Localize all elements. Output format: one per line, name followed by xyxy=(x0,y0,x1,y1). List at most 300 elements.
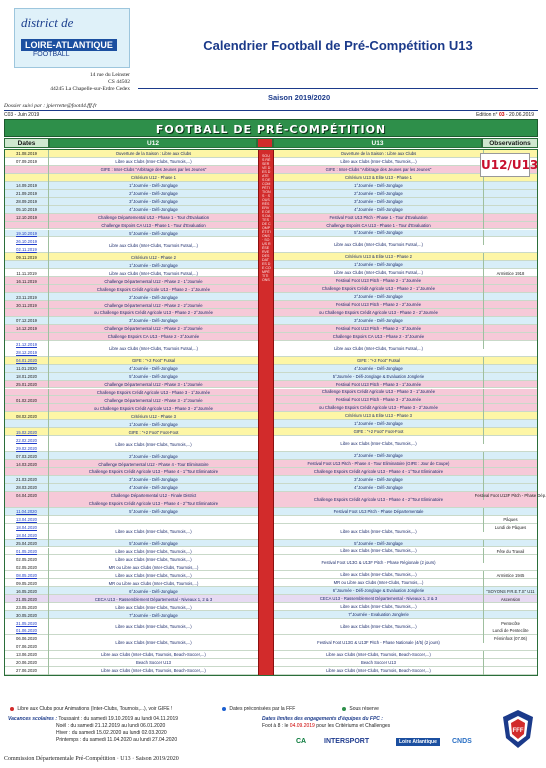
u12-cell: 2°Journée - Défi-Jonglage xyxy=(129,453,178,459)
dossier-contact: Dossier suivi par : jpierrette@foot44.fff.fr xyxy=(4,103,97,109)
u12-cell: Challenge Espoirs Crédit Agricole U13 - Phase 3 - 1°Journée xyxy=(96,389,211,395)
observation-cell xyxy=(483,309,537,317)
u12-cell: 4°Journée - Défi-Jonglage xyxy=(129,207,178,213)
date-cell xyxy=(5,261,49,269)
u12-cell: GIFE : "+2 Foot" Foot-Foot xyxy=(128,429,179,435)
date-cell: 06.06.2020 xyxy=(5,635,49,643)
u12-cell: 5°Journée - Défi-Jonglage xyxy=(129,541,178,547)
observation-cell: Armistice 1918 xyxy=(483,269,537,277)
page-title: Calendrier Football de Pré-Compétition U13 xyxy=(203,38,473,53)
observation-cell xyxy=(483,222,537,230)
date-cell: 02.05.2020 xyxy=(5,555,49,563)
u13-cell: Libre aux Clubs (Inter-Clubs, Tournois, Beach-Soccer,...) xyxy=(326,667,431,673)
date-cell: 05.10.2019 xyxy=(5,206,49,214)
address-line: 44245 La Chapelle-sur-Erdre Cedex xyxy=(50,86,130,92)
u13-cell: Challenge Espoirs Crédit Agricole U13 - Phase 3 - 1°Journée xyxy=(321,389,436,395)
logo-line2: LOIRE-ATLANTIQUE xyxy=(21,39,117,51)
table-row-continuation xyxy=(5,643,537,651)
u12-cell: Libre aux Clubs (Inter-Clubs, Tournois,...) xyxy=(115,604,192,610)
address-line: 14 rue du Leinster xyxy=(89,72,130,78)
u13-cell: Libre aux Clubs (Inter-Clubs, Tournois,...) xyxy=(340,528,417,534)
observation-cell xyxy=(483,253,537,261)
u13-cell: Challenge Espoirs CA U13 - Phase 1 - Tour d'Evaluation xyxy=(326,222,431,228)
u12-cell: 5°Journée - Défi-Jonglage xyxy=(129,374,178,380)
u12-cell: 5°Journée - Défi-Jonglage xyxy=(129,509,178,515)
column-header-u12: U12 xyxy=(49,138,257,148)
holidays-title: Vacances scolaires : xyxy=(8,716,58,722)
observation-cell xyxy=(483,341,537,349)
section-banner xyxy=(4,119,538,137)
u13-cell: Libre aux Clubs (Inter-Clubs, Tournois Futsal,...) xyxy=(334,270,423,276)
u12-cell: 1°Journée - Défi-Jonglage xyxy=(129,421,178,427)
table-row-continuation xyxy=(5,627,537,635)
u13-cell: Critérium U13 & Elite U13 - Phase 1 xyxy=(344,174,413,180)
observation-cell xyxy=(483,460,537,468)
observation-cell: Lundi de Pâques xyxy=(483,524,537,532)
observation-cell xyxy=(483,373,537,381)
u12-cell: Challenge Espoirs CA U13 - Phase 1 - Tour d'Evaluation xyxy=(101,223,206,229)
u12-cell: ou Challenge Espoirs Crédit Agricole U13 - Phase 3 - 2°Journée xyxy=(94,405,213,411)
u13-cell: Festival Foot U13 Pitch - Phase Départementale xyxy=(333,508,424,514)
u12-cell: MR ou Libre aux Clubs (Inter-Clubs, Tournois,...) xyxy=(108,580,199,586)
u13-cell: 7°Journée - Evaluation Jonglerie xyxy=(348,612,409,618)
u13-cell: Festival Foot U13 Pitch - Phase 2 - 1°Journée xyxy=(335,278,422,284)
observation-cell xyxy=(483,277,537,285)
u12-cell: GIFE : "+2 Foot" Futsal xyxy=(131,358,176,364)
observation-cell xyxy=(483,182,537,190)
date-cell: 29.02.2020 xyxy=(5,444,49,452)
edition-number: 03 xyxy=(498,112,505,118)
observation-cell: Festival Foot U13F Pitch - Phase Dép. xyxy=(474,493,546,499)
u12-cell: Challenge Espoirs Crédit Agricole U13 - Phase 2 - 1°Journée xyxy=(96,286,211,292)
u12-cell: ou Challenge Espoirs Crédit Agricole U13 - Phase 2 - 2°Journée xyxy=(94,310,213,316)
u13-cell: Libre aux Clubs (Inter-Clubs, Tournois,...) xyxy=(340,604,417,610)
u12-cell: 5°Journée - Défi-Jonglage xyxy=(129,230,178,236)
date-cell xyxy=(5,468,49,476)
u13-cell: Challenge Espoirs CA U13 - Phase 2 - 3°Journée xyxy=(332,333,425,339)
legend-text: Sous réserve xyxy=(349,706,379,712)
table-row-continuation xyxy=(5,245,537,253)
u12-cell: Challenge Départemental U12 - Phase 3 - 1°Journée xyxy=(104,382,203,388)
u12-cell: 3°Journée - Défi-Jonglage xyxy=(129,477,178,483)
u13-cell: GIFE : Inter-Clubs "Arbitrage des Jeunes par les Jeunes" xyxy=(325,166,432,172)
date-cell: 04.01.2020 xyxy=(5,357,49,365)
date-cell: 04.04.2020 xyxy=(5,492,49,500)
observation-cell xyxy=(483,293,537,301)
date-cell: 28.12.2019 xyxy=(5,349,49,357)
date-cell: 23.11.2019 xyxy=(5,293,49,301)
deadline-suffix: pour les Critériums et Challenges xyxy=(314,723,391,729)
observation-cell: Féminfoot (07.06) xyxy=(483,635,537,643)
observation-cell xyxy=(483,484,537,492)
date-cell: 26.10.2019 xyxy=(5,237,49,245)
date-cell: 21.03.2020 xyxy=(5,476,49,484)
u12-cell: Challenge Départemental U12 - Phase 4 - Tour Eliminatoire xyxy=(98,461,209,467)
u13-cell: Libre aux Clubs (Inter-Clubs, Tournois,...) xyxy=(340,548,417,554)
date-cell: 07.09.2019 xyxy=(5,158,49,166)
title-rule xyxy=(138,88,538,89)
u13-cell: Festival Foot U13 Pitch - Phase 3 - 2°Journée xyxy=(335,397,422,403)
u13-cell: Critérium U13 & Elite U13 - Phase 2 xyxy=(344,254,413,260)
observation-cell xyxy=(483,611,537,619)
date-cell: 14.09.2019 xyxy=(5,182,49,190)
u13-cell: Festival Foot U13 Pitch - Phase 1 - Tour d'Evaluation xyxy=(329,214,428,220)
observation-cell xyxy=(483,667,537,675)
date-cell xyxy=(5,333,49,341)
u13-cell: 3°Journée - Défi-Jonglage xyxy=(354,317,403,323)
observation-cell xyxy=(483,389,537,397)
u12-cell: Challenge Espoirs CA U13 - Phase 2 - 3°Journée xyxy=(107,334,200,340)
observation-cell xyxy=(483,476,537,484)
registration-deadlines xyxy=(262,716,390,730)
deadline-prefix: Foot à 8 : le xyxy=(262,723,290,729)
holiday-item: Hiver : du samedi 15.02.2020 au lundi 02.03.2020 xyxy=(56,730,167,736)
u12-cell: Libre aux Clubs (Inter-Clubs, Tournois,...) xyxy=(115,529,192,535)
u12-cell: Libre aux Clubs (Inter-Clubs, Tournois, Beach-Soccer,...) xyxy=(101,668,206,674)
u13-cell: 6°Journée - Défi-Jonglage & Evaluation Jonglerie xyxy=(332,588,425,594)
date-cell xyxy=(5,166,49,174)
category-badge xyxy=(480,153,539,177)
u12-cell: Libre aux Clubs (Inter-Clubs, Tournois Futsal,...) xyxy=(109,346,198,352)
date-cell: 02.05.2020 xyxy=(5,563,49,571)
observation-cell xyxy=(483,237,537,245)
column-header-observations: Observations xyxy=(482,138,538,148)
separator-text: SOUS RÉSERVE DES DATES DE COMPÉTITIONS · SOUS RÉSERVE DES DATES DE COMPÉTITIONS · SOUS RÉSERVE DES DATES DE COMPÉTITIONS xyxy=(262,154,271,282)
date-cell: 18.01.2020 xyxy=(5,373,49,381)
date-cell xyxy=(5,420,49,428)
date-cell xyxy=(5,389,49,397)
u12-cell: Challenge Départemental U12 - Phase 2 - 3°Journée xyxy=(104,326,203,332)
u12-cell: Libre aux Clubs (Inter-Clubs, Tournois,...) xyxy=(115,548,192,554)
observation-cell xyxy=(483,540,537,548)
u13-cell: 2°Journée - Défi-Jonglage xyxy=(354,453,403,459)
u13-cell: 4°Journée - Défi-Jonglage xyxy=(354,484,403,490)
date-cell: 18.04.2020 xyxy=(5,532,49,540)
u13-cell: Ouverture de la Saison : Libre aux Clubs xyxy=(340,150,417,156)
banner-title: FOOTBALL DE PRÉ-COMPÉTITION xyxy=(155,123,387,136)
observation-cell xyxy=(483,468,537,476)
u12-cell: 3°Journée - Défi-Jonglage xyxy=(129,199,178,205)
u12-cell: 1°Journée - Défi-Jonglage xyxy=(129,262,178,268)
observation-cell: Armistice 1945 xyxy=(483,571,537,579)
deadlines-title: Dates limites des engagements d'équipes du FPC : xyxy=(262,716,383,722)
observation-cell xyxy=(483,206,537,214)
date-cell: 25.01.2020 xyxy=(5,381,49,389)
observation-cell xyxy=(483,555,537,563)
u12-cell: Challenge Espoirs Crédit Agricole U13 - Phase 4 - 1°Tour Eliminatoire xyxy=(88,469,219,475)
observation-cell: Pâques xyxy=(483,516,537,524)
u13-cell: GIFE : "+2 Foot" Foot-Foot xyxy=(353,429,404,435)
observation-cell: "SOYONS P.R.E.T.S" U11 xyxy=(483,587,537,595)
table-row-continuation xyxy=(5,444,537,452)
date-cell: 30.11.2019 xyxy=(5,301,49,309)
u12-cell: Libre aux Clubs (Inter-Clubs, Tournois,...) xyxy=(115,640,192,646)
observation-cell xyxy=(483,436,537,444)
u13-cell: Festival Foot U13 Pitch - Phase 2 - 2°Journée xyxy=(335,302,422,308)
u13-cell: Libre aux Clubs (Inter-Clubs, Tournois, Beach-Soccer,...) xyxy=(326,651,431,657)
u12-cell: Libre aux Clubs (Inter-Clubs, Tournois Futsal,...) xyxy=(109,270,198,276)
sponsor-loire-atlantique-logo: Loire Atlantique xyxy=(396,738,440,746)
date-cell: 11.11.2019 xyxy=(5,269,49,277)
observation-cell: Ascension xyxy=(483,595,537,603)
u13-cell: Libre aux Clubs (Inter-Clubs, Tournois,...) xyxy=(340,158,417,164)
edition-label: Edition n° xyxy=(476,112,498,118)
u12-cell: 2°Journée - Défi-Jonglage xyxy=(129,191,178,197)
observation-cell xyxy=(483,285,537,293)
date-cell: 07.12.2019 xyxy=(5,317,49,325)
u13-cell: Festival Foot U13 Pitch - Phase 2 - 3°Journée xyxy=(335,325,422,331)
date-cell: 20.06.2020 xyxy=(5,659,49,667)
observation-cell xyxy=(483,420,537,428)
u13-cell: GIFE : "+2 Foot" Futsal xyxy=(356,357,401,363)
fff-text: FFF xyxy=(512,728,524,734)
logo-line3: FOOTBALL xyxy=(33,51,70,58)
observation-cell: Lundi de Pentecôte xyxy=(483,627,537,635)
u13-cell: 4°Journée - Défi-Jonglage xyxy=(354,365,403,371)
observation-cell xyxy=(483,508,537,516)
deadline-date: 04.09.2019 xyxy=(289,723,315,729)
u13-cell: Festival Foot U13 Pitch - Phase 3 - 1°Journée xyxy=(335,381,422,387)
u12-cell: Critérium U12 - Phase 1 xyxy=(131,175,176,181)
date-cell xyxy=(5,285,49,293)
u12-cell: Challenge Départemental U12 - Finale District xyxy=(110,493,197,499)
address-line: CS 44502 xyxy=(108,79,130,85)
u12-cell: Libre aux Clubs (Inter-Clubs, Tournois,...) xyxy=(115,441,192,447)
green-dot-icon xyxy=(342,707,346,711)
legend-text: Dates préconisées par la FFF xyxy=(229,706,296,712)
date-cell: 27.06.2020 xyxy=(5,667,49,675)
legend-fff-dates xyxy=(220,706,295,712)
date-cell xyxy=(5,404,49,412)
u12-cell: Libre aux Clubs (Inter-Clubs, Tournois, Beach-Soccer,...) xyxy=(101,652,206,658)
date-cell: 16.05.2020 xyxy=(5,587,49,595)
u12-cell: CECA U13 - Rassemblement Départemental - Niveaux 1, 2 & 3 xyxy=(94,596,213,602)
u13-cell: Challenge Espoirs Crédit Agricole U13 - Phase 4 - 2°Tour Eliminatoire xyxy=(313,496,444,502)
date-cell: 01.06.2020 xyxy=(5,627,49,635)
date-cell: 13.06.2020 xyxy=(5,651,49,659)
u12-cell: Ouverture de la Saison : Libre aux Clubs xyxy=(115,151,192,157)
u13-cell xyxy=(275,516,482,523)
date-cell: 08.05.2020 xyxy=(5,571,49,579)
date-cell: 11.01.2020 xyxy=(5,365,49,373)
u12-cell: Libre aux Clubs (Inter-Clubs, Tournois Futsal,...) xyxy=(109,242,198,248)
u13-cell: Libre aux Clubs (Inter-Clubs, Tournois,...) xyxy=(340,441,417,447)
date-cell: 14.12.2019 xyxy=(5,325,49,333)
observation-cell xyxy=(483,651,537,659)
observation-cell xyxy=(483,325,537,333)
date-cell: 07.06.2020 xyxy=(5,643,49,651)
u12-cell: 1°Journée - Défi-Jonglage xyxy=(129,183,178,189)
date-cell xyxy=(5,174,49,182)
u13-cell: Challenge Espoirs Crédit Agricole U13 - Phase 2 - 1°Journée xyxy=(321,286,436,292)
date-cell: 21.09.2019 xyxy=(5,190,49,198)
u12-cell: Beach Soccer U13 xyxy=(136,660,171,666)
u13-cell: 5°Journée - Défi-Jonglage & Evaluation Jonglerie xyxy=(332,373,425,379)
u12-cell: Challenge Départemental U12 - Phase 2 - 1°Journée xyxy=(104,278,203,284)
date-cell: 11.04.2020 xyxy=(5,508,49,516)
u13-cell: Critérium U13 & Elite U13 - Phase 3 xyxy=(344,413,413,419)
date-cell: 22.02.2020 xyxy=(5,436,49,444)
date-cell: 31.05.2020 xyxy=(5,619,49,627)
observation-cell xyxy=(483,214,537,222)
sponsor-cnds-logo: CNDS xyxy=(452,738,472,745)
date-cell xyxy=(5,222,49,230)
date-cell xyxy=(5,309,49,317)
date-cell: 28.09.2019 xyxy=(5,198,49,206)
u13-cell: 3°Journée - Défi-Jonglage xyxy=(354,198,403,204)
date-cell: 09.11.2019 xyxy=(5,253,49,261)
u13-cell: Libre aux Clubs (Inter-Clubs, Tournois Futsal,...) xyxy=(334,242,423,248)
u12-cell: Critérium U12 - Phase 2 xyxy=(131,254,176,260)
u13-cell: MR ou Libre aux Clubs (Inter-Clubs, Tournois,...) xyxy=(333,580,424,586)
date-cell: 12.10.2019 xyxy=(5,214,49,222)
logo-line1: district de xyxy=(21,15,74,30)
u12-cell: Libre aux Clubs (Inter-Clubs, Tournois,...) xyxy=(115,556,192,562)
date-cell: 02.11.2019 xyxy=(5,245,49,253)
legend-text: Libre aux Clubs pour Animations (Inter-Clubs, Tournois,...), voir GIFE ! xyxy=(17,706,173,712)
u12-cell: Challenge Départemental U12 - Phase 1 - Tour d'Evaluation xyxy=(97,215,210,221)
date-cell: 14.03.2020 xyxy=(5,460,49,468)
u12-cell: 7°Journée - Défi-Jonglage xyxy=(129,612,178,618)
date-cell: 30.05.2020 xyxy=(5,611,49,619)
u12-cell: Critérium U12 - Phase 3 xyxy=(131,413,176,419)
u12-cell: Challenge Espoirs Crédit Agricole U13 - Phase 4 - 2°Tour Eliminatoire xyxy=(88,501,219,507)
u12-cell: MR ou Libre aux Clubs (Inter-Clubs, Tournois,...) xyxy=(108,564,199,570)
date-cell: 01.05.2020 xyxy=(5,548,49,556)
u13-cell: 1°Journée - Défi-Jonglage xyxy=(354,421,403,427)
table-row-continuation xyxy=(5,532,537,540)
u12-cell: 4°Journée - Défi-Jonglage xyxy=(129,366,178,372)
observation-cell xyxy=(483,452,537,460)
column-header-dates: Dates xyxy=(4,138,49,148)
observation-cell xyxy=(483,381,537,389)
observation-cell xyxy=(483,230,537,238)
u13-cell: Festival Foot U13G & U13F Pitch - Phase Nationale (4/5) (2 jours) xyxy=(317,639,440,645)
observation-cell xyxy=(483,190,537,198)
header-rule xyxy=(4,110,538,111)
observation-cell: Fête du Travail xyxy=(483,548,537,556)
observation-cell xyxy=(483,579,537,587)
date-cell: 19.10.2019 xyxy=(5,230,49,238)
column-header-u13: U13 xyxy=(273,138,482,148)
date-cell: 25.04.2020 xyxy=(5,540,49,548)
u13-cell: CECA U13 - Rassemblement Départemental - Niveaux 1, 2 & 3 xyxy=(319,596,438,602)
observation-cell xyxy=(483,365,537,373)
u13-cell: Festival Foot U13 Pitch - Phase 4 - Tour Eliminatoire (GIFE : Jour de Coupe) xyxy=(307,461,450,467)
u13-cell: ou Challenge Espoirs Crédit Agricole U13 - Phase 3 - 2°Journée xyxy=(319,405,438,411)
u12-cell: 6°Journée - Défi-Jonglage xyxy=(129,588,178,594)
u13-cell: Libre aux Clubs (Inter-Clubs, Tournois,...) xyxy=(340,572,417,578)
observation-cell xyxy=(483,412,537,420)
u13-cell: 4°Journée - Défi-Jonglage xyxy=(354,206,403,212)
red-dot-icon xyxy=(10,707,14,711)
observation-cell xyxy=(483,603,537,611)
column-header-separator xyxy=(257,138,273,148)
u12-cell: 4°Journée - Défi-Jonglage xyxy=(129,485,178,491)
season-label: Saison 2019/2020 xyxy=(268,93,331,102)
observation-cell: Pentecôte xyxy=(483,619,537,627)
date-cell xyxy=(5,500,49,508)
observation-cell xyxy=(483,396,537,404)
district-logo xyxy=(14,8,130,68)
observation-cell xyxy=(483,333,537,341)
u12-cell xyxy=(50,516,257,524)
sponsor-intersport-logo: INTERSPORT xyxy=(324,738,370,745)
u12-cell: Libre aux Clubs (Inter-Clubs, Tournois,...) xyxy=(115,624,192,630)
date-cell: 18.04.2020 xyxy=(5,524,49,532)
observation-cell xyxy=(483,404,537,412)
observation-cell xyxy=(483,261,537,269)
observation-cell xyxy=(483,198,537,206)
table-row-continuation xyxy=(5,349,537,357)
observation-cell xyxy=(483,428,537,436)
u13-cell: 2°Journée - Défi-Jonglage xyxy=(354,294,403,300)
u12-cell: 3°Journée - Défi-Jonglage xyxy=(129,318,178,324)
reservation-separator xyxy=(258,150,274,675)
school-holidays xyxy=(8,716,178,744)
u13-cell: ou Challenge Espoirs Crédit Agricole U13 - Phase 2 - 2°Journée xyxy=(319,309,438,315)
date-cell: 21.12.2019 xyxy=(5,341,49,349)
u13-cell: 3°Journée - Défi-Jonglage xyxy=(354,476,403,482)
holiday-item: Printemps : du samedi 11.04.2020 au lundi 27.04.2020 xyxy=(56,737,178,743)
u13-cell: 1°Journée - Défi-Jonglage xyxy=(354,262,403,268)
fff-logo-icon xyxy=(500,708,536,750)
legend-free-clubs xyxy=(8,706,172,712)
date-cell: 21.05.2020 xyxy=(5,595,49,603)
observation-cell xyxy=(483,659,537,667)
u13-cell: 2°Journée - Défi-Jonglage xyxy=(354,190,403,196)
date-cell: 23.05.2020 xyxy=(5,603,49,611)
date-cell: 15.02.2020 xyxy=(5,428,49,436)
blue-dot-icon xyxy=(222,707,226,711)
date-cell: 28.03.2020 xyxy=(5,484,49,492)
u13-cell: Festival Foot U13G & U13F Pitch - Phase Régionale (2 jours) xyxy=(321,560,436,566)
footer-text: Commission Départementale Pré-Compétition · U13 · Saison 2019/2020 xyxy=(4,756,179,762)
observation-cell xyxy=(483,357,537,365)
u12-cell: Libre aux Clubs (Inter-Clubs, Tournois,...) xyxy=(115,159,192,165)
u13-cell: Libre aux Clubs (Inter-Clubs, Tournois,...) xyxy=(340,623,417,629)
table-row-continuation xyxy=(5,500,537,508)
table-row-continuation xyxy=(5,563,537,571)
u12-cell: Challenge Départemental U12 - Phase 2 - 2°Journée xyxy=(104,302,203,308)
u13-cell: 5°Journée - Défi-Jonglage xyxy=(354,540,403,546)
address-block xyxy=(20,72,130,93)
badge-text: U12/U13 xyxy=(481,158,539,172)
date-cell: 31.08.2019 xyxy=(5,150,49,158)
u13-cell: Beach Soccer U13 xyxy=(361,659,396,665)
edition-info xyxy=(476,112,534,118)
u13-cell: Challenge Espoirs Crédit Agricole U13 - Phase 4 - 1°Tour Eliminatoire xyxy=(313,468,444,474)
u13-cell: 1°Journée - Défi-Jonglage xyxy=(354,182,403,188)
u13-cell: 5°Journée - Défi-Jonglage xyxy=(354,230,403,236)
u13-cell: Libre aux Clubs (Inter-Clubs, Tournois Futsal,...) xyxy=(334,345,423,351)
date-cell: 09.05.2020 xyxy=(5,579,49,587)
observation-cell xyxy=(483,317,537,325)
date-cell: 13.04.2020 xyxy=(5,516,49,524)
date-cell: 01.02.2020 xyxy=(5,396,49,404)
calendar-table xyxy=(4,149,546,676)
holiday-item: Noël : du samedi 21.12.2019 au lundi 06.01.2020 xyxy=(56,723,166,729)
date-cell: 08.02.2020 xyxy=(5,412,49,420)
u12-cell: Challenge Départemental U12 - Phase 3 - 2°Journée xyxy=(104,397,203,403)
u12-cell: GIFE : Inter-Clubs "Arbitrage des Jeunes par les Jeunes" xyxy=(100,167,207,173)
observation-cell xyxy=(483,301,537,309)
legend-reserve xyxy=(340,706,379,712)
date-cell: 16.11.2019 xyxy=(5,277,49,285)
u12-cell: 2°Journée - Défi-Jonglage xyxy=(129,294,178,300)
holiday-item: Toussaint : du samedi 19.10.2019 au lundi 04.11.2019 xyxy=(58,716,179,722)
date-cell: 07.03.2020 xyxy=(5,452,49,460)
